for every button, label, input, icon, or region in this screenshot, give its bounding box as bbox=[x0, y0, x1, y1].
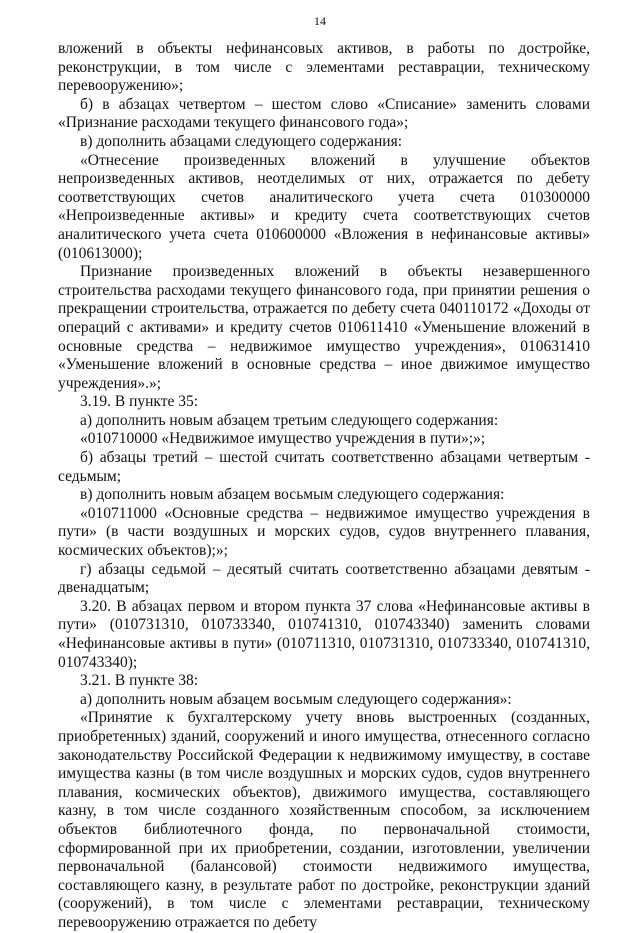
paragraph-quote-2: Признание произведенных вложений в объекты незавершенного строительства расходами текущего финансового года, при принятии решения о прекращении строительства, отражается по дебету счета 040110172 «Доходы от операций с активами» и кредиту счетов 010611410 «Уменьшение вложений в основные средства – недвижимое имущество учреждения», 010631410 «Уменьшение вложений в основные средства – иное движимое имущество учреждения».»; bbox=[58, 263, 590, 392]
paragraph-quote-1: «Отнесение произведенных вложений в улучшение объектов непроизведенных активов, неотделимых от них, отражается по дебету соответствующих счетов аналитического учета счета 010300000 «Непроизведенные активы» и кредиту счета соответствующих счетов аналитического учета счета 010600000 «Вложения в нефинансовые активы» (010613000); bbox=[58, 151, 590, 262]
paragraph-section-3-21: 3.21. В пункте 38: bbox=[80, 672, 199, 690]
page-number: 14 bbox=[314, 14, 326, 28]
paragraph-item-a-2: а) дополнить новым абзацем восьмым следующего содержания»: bbox=[80, 690, 512, 708]
paragraph-item-v-2: в) дополнить новым абзацем восьмым следующего содержания: bbox=[80, 486, 505, 504]
paragraph-section-3-20: 3.20. В абзацах первом и втором пункта 37 слова «Нефинансовые активы в пути» (010731310, 010733340, 010741310, 010743340) заменить словами «Нефинансовые активы в пути» (010711310, 010731310, 010733340, 010741310, 010743340); bbox=[58, 597, 590, 671]
paragraph-quote-3: «010710000 «Недвижимое имущество учреждения в пути»;»; bbox=[80, 430, 486, 448]
paragraph-item-v: в) дополнить абзацами следующего содержания: bbox=[80, 132, 403, 150]
paragraph-item-a: а) дополнить новым абзацем третьим следующего содержания: bbox=[80, 411, 499, 429]
paragraph-continuation: вложений в объекты нефинансовых активов, в работы по достройке, реконструкции, в том числе с элементами реставрации, техническому перевооружению»; bbox=[58, 40, 590, 95]
paragraph-quote-4: «010711000 «Основные средства – недвижимое имущество учреждения в пути» (в части воздушных и морских судов, судов внутреннего плавания, космических объектов);»; bbox=[58, 504, 590, 560]
paragraph-item-g: г) абзацы седьмой – десятый считать соответственно абзацами девятым - двенадцатым; bbox=[58, 560, 590, 597]
paragraph-section-3-19: 3.19. В пункте 35: bbox=[80, 393, 199, 411]
paragraph-item-b-2: б) абзацы третий – шестой считать соответственно абзацами четвертым - седьмым; bbox=[58, 449, 590, 485]
document-body bbox=[58, 40, 590, 933]
paragraph-item-b: б) в абзацах четвертом – шестом слово «Списание» заменить словами «Признание расходами текущего финансового года»; bbox=[58, 95, 590, 132]
paragraph-quote-5: «Принятие к бухгалтерскому учету вновь выстроенных (созданных, приобретенных) зданий, сооружений и иного имущества, отнесенного согласно законодательству Российской Федерации к недвижимому имуществу, в составе имущества казны (в том числе воздушных и морских судов, судов внутреннего плавания, космических объектов), движимого имущества, составляющего казну, в том числе созданного хозяйственным способом, за исключением объектов библиотечного фонда, по первоначальной стоимости, сформированной при их приобретении, создании, изготовлении, увеличении первоначальной (балансовой) стоимости недвижимого имущества, составляющего казну, в результате работ по достройке, реконструкции зданий (сооружений), в том числе с элементами реставрации, техническому перевооружению отражается по дебету bbox=[58, 709, 590, 931]
